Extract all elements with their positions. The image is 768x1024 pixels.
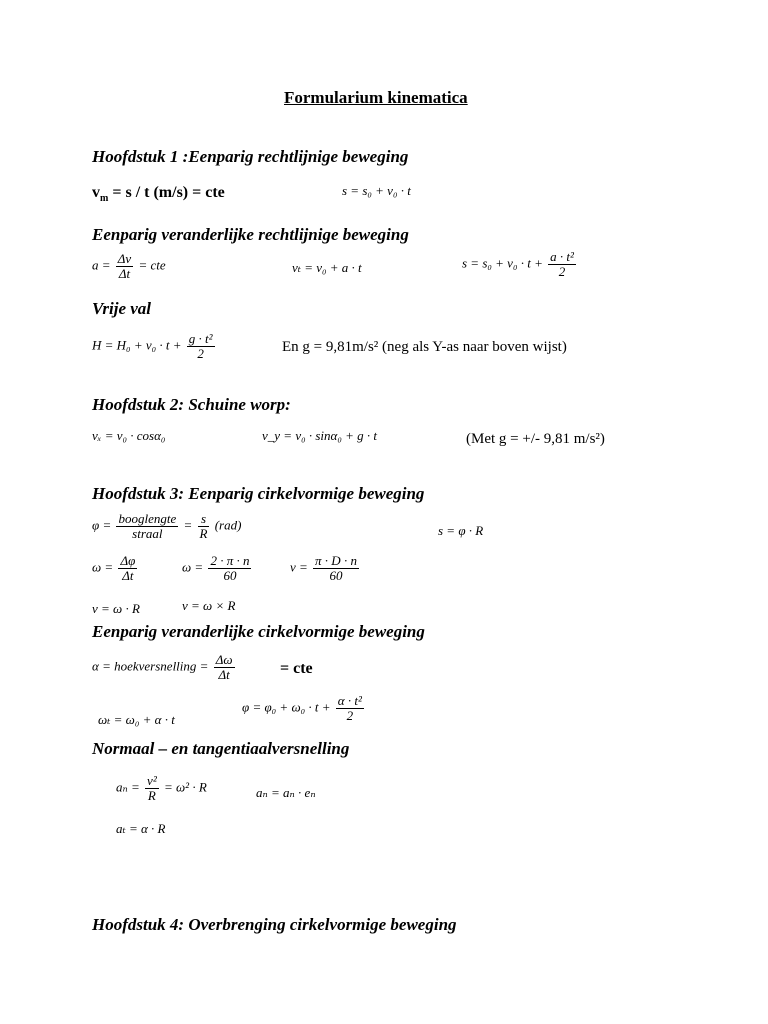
phi-accel-lhs: φ = φ₀ + ω₀ · t + xyxy=(242,699,331,715)
chapter-1-heading: Hoofdstuk 1 :Eenparig rechtlijnige beweging xyxy=(92,147,409,166)
s-accel-denominator: 2 xyxy=(558,264,566,279)
evc-heading: Eenparig veranderlijke cirkelvormige beweging xyxy=(92,622,425,641)
page-title: Formularium kinematica xyxy=(284,88,468,107)
v1-denominator: 60 xyxy=(329,568,343,583)
alpha-constant: = cte xyxy=(280,660,313,677)
v1-lhs: v = xyxy=(290,559,308,575)
phi-numerator-1: booglengte xyxy=(118,511,177,526)
alpha-formula xyxy=(92,653,237,682)
chapter-3-heading: Hoofdstuk 3: Eenparig cirkelvormige beweging xyxy=(92,484,425,503)
phi-fraction-1 xyxy=(116,512,178,541)
a-numerator: Δv xyxy=(117,251,132,266)
h-denominator: 2 xyxy=(197,346,204,361)
h-numerator: g · t² xyxy=(188,331,213,346)
alpha-fraction xyxy=(214,653,235,682)
omega-t-formula: ωₜ = ω₀ + α · t xyxy=(98,712,175,727)
omega1-numerator: Δφ xyxy=(120,553,136,568)
omega-formula-1 xyxy=(92,554,139,583)
s-accel-lhs: s = s₀ + v₀ · t + xyxy=(462,255,543,271)
omega1-lhs: ω = xyxy=(92,559,114,575)
h-fraction xyxy=(187,332,215,361)
an-rhs: = ω² · R xyxy=(163,779,207,795)
a-rhs: = cte xyxy=(138,257,166,273)
normal-accel-vector-formula: aₙ = aₙ · eₙ xyxy=(256,785,316,800)
v1-fraction xyxy=(313,554,359,583)
omega-formula-2 xyxy=(182,554,253,583)
gravity-note: En g = 9,81m/s² (neg als Y-as naar boven wijst) xyxy=(282,339,567,355)
arc-length-formula: s = φ · R xyxy=(438,523,484,538)
phi-formula xyxy=(92,512,241,541)
vrije-val-heading: Vrije val xyxy=(92,299,152,318)
phi-unit: (rad) xyxy=(214,517,242,533)
h-lhs: H = H₀ + v₀ · t + xyxy=(92,337,182,353)
vx-formula: vₓ = v₀ · cosα₀ xyxy=(92,428,166,443)
s-uniform-formula: s = s₀ + v₀ · t xyxy=(342,183,411,198)
chapter-4-heading: Hoofdstuk 4: Overbrenging cirkelvormige beweging xyxy=(92,915,457,934)
omega2-numerator: 2 · π · n xyxy=(210,553,250,568)
velocity-formula-3: v = ω × R xyxy=(182,598,236,613)
omega2-denominator: 60 xyxy=(223,568,237,583)
a-denominator: Δt xyxy=(118,266,131,281)
velocity-formula-1 xyxy=(290,554,361,583)
an-numerator: v² xyxy=(147,773,157,788)
phi-accel-fraction xyxy=(336,694,364,723)
phi-equals: = xyxy=(183,517,193,533)
vm-formula xyxy=(92,184,225,204)
vt-formula: vₜ = v₀ + a · t xyxy=(292,260,362,275)
phi-denominator-2: R xyxy=(199,526,208,541)
vy-formula: v_y = v₀ · sinα₀ + g · t xyxy=(262,428,378,443)
v1-numerator: π · D · n xyxy=(315,553,357,568)
phi-accel-numerator: α · t² xyxy=(337,693,362,708)
gravity-sign-note: (Met g = +/- 9,81 m/s²) xyxy=(466,431,605,447)
s-accel-fraction xyxy=(548,250,576,279)
an-fraction xyxy=(145,774,159,803)
alpha-denominator: Δt xyxy=(218,667,230,682)
phi-denominator-1: straal xyxy=(132,526,163,541)
nt-heading: Normaal – en tangentiaalversnelling xyxy=(92,739,350,758)
height-formula xyxy=(92,332,217,361)
omega1-fraction xyxy=(118,554,137,583)
phi-accel-formula xyxy=(242,694,366,723)
normal-accel-formula xyxy=(116,774,207,803)
alpha-numerator: Δω xyxy=(215,652,233,667)
acceleration-formula xyxy=(92,252,166,281)
omega2-fraction xyxy=(208,554,251,583)
a-fraction xyxy=(116,252,133,281)
vm-subscript: m xyxy=(100,193,109,205)
phi-numerator-2: s xyxy=(198,512,210,527)
vm-symbol: v xyxy=(92,184,100,201)
omega1-denominator: Δt xyxy=(122,568,134,583)
phi-fraction-2 xyxy=(198,512,210,541)
evr-heading: Eenparig veranderlijke rechtlijnige beweging xyxy=(92,225,409,244)
vm-rest: = s / t (m/s) = cte xyxy=(108,184,225,201)
tangential-accel-formula: aₜ = α · R xyxy=(116,821,166,836)
phi-accel-denominator: 2 xyxy=(346,708,354,723)
alpha-lhs: α = hoekversnelling = xyxy=(92,658,209,674)
chapter-2-heading: Hoofdstuk 2: Schuine worp: xyxy=(92,395,291,414)
phi-lhs: φ = xyxy=(92,517,112,533)
omega2-lhs: ω = xyxy=(182,559,204,575)
s-accel-numerator: a · t² xyxy=(550,249,574,264)
s-accel-formula xyxy=(462,250,578,279)
a-lhs: a = xyxy=(92,257,111,273)
an-lhs: aₙ = xyxy=(116,779,140,795)
velocity-formula-2: v = ω · R xyxy=(92,601,140,616)
an-denominator: R xyxy=(147,788,156,803)
